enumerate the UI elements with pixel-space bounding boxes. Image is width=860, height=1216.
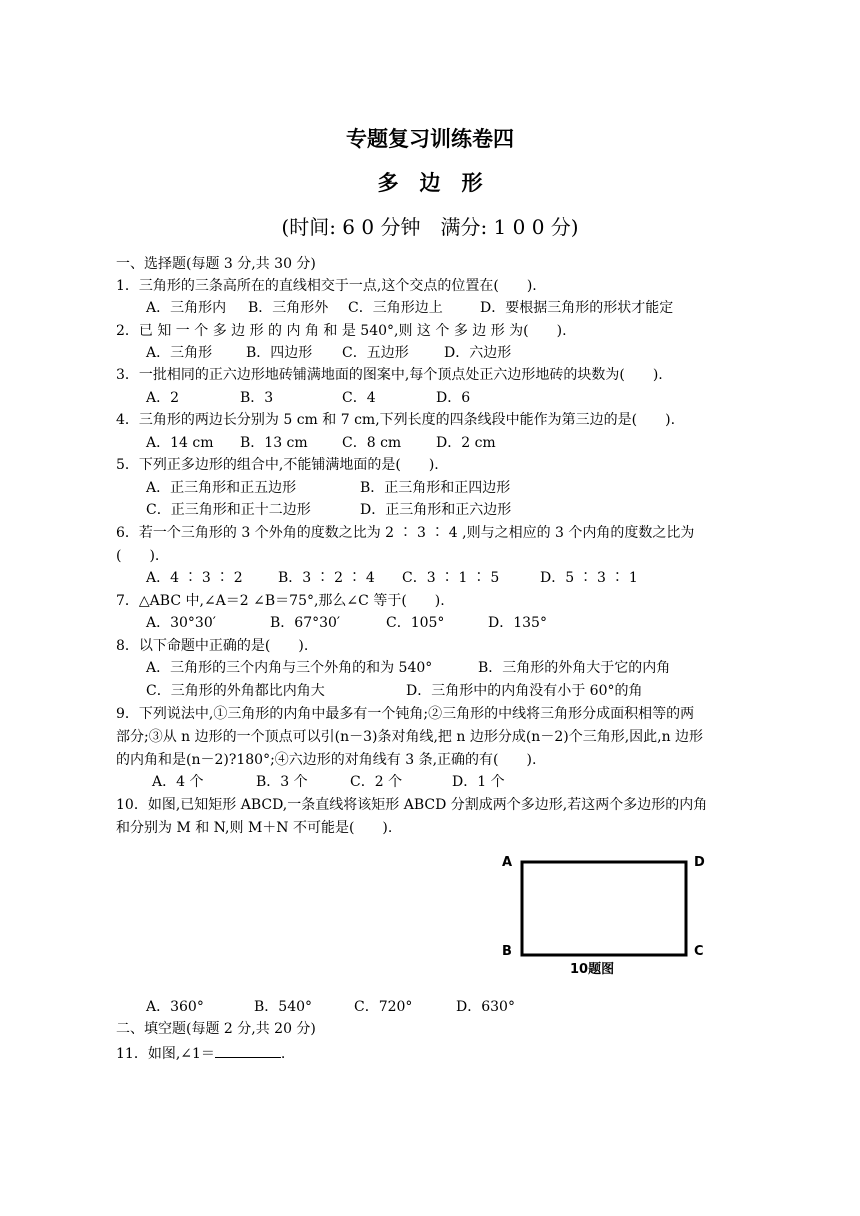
question-3-option-b: B．3 [240, 390, 274, 406]
question-5-stem: 5．下列正多边形的组合中,不能铺满地面的是( ). [116, 457, 439, 473]
question-3-option-c: C．4 [342, 390, 376, 406]
question-5-option-d: D．正三角形和正六边形 [360, 502, 512, 518]
question-10-line2: 和分别为 M 和 N,则 M＋N 不可能是( ). [116, 820, 393, 836]
question-8-stem: 8．以下命题中正确的是( ). [116, 638, 309, 654]
question-7-option-c: C．105° [386, 615, 445, 631]
question-4-stem: 4．三角形的两边长分别为 5 cm 和 7 cm,下列长度的四条线段中能作为第三边的是( ). [116, 412, 676, 428]
question-6-stem-line1: 6．若一个三角形的 3 个外角的度数之比为 2 ∶ 3 ∶ 4 ,则与之相应的 3 个内角的度数之比为 [116, 525, 695, 541]
question-10-line1: 10．如图,已知矩形 ABCD,一条直线将该矩形 ABCD 分割成两个多边形,若这两个多边形的内角 [116, 797, 708, 813]
section-heading-fill: 二、填空题(每题 2 分,共 20 分) [116, 1021, 316, 1037]
question-11-end: . [280, 1046, 286, 1062]
vertex-label-c: C [694, 944, 704, 959]
question-8-option-a: A．三角形的三个内角与三个外角的和为 540° [146, 660, 433, 676]
question-2-option-a: A．三角形 [146, 345, 213, 361]
question-2-option-c: C．五边形 [342, 345, 409, 361]
question-6-option-b: B．3 ∶ 2 ∶ 4 [278, 570, 375, 586]
question-7-option-b: B．67°30′ [270, 615, 341, 631]
question-5-option-c: C．正三角形和正十二边形 [146, 502, 311, 518]
question-4-option-a: A．14 cm [146, 435, 214, 451]
time-info: (时间: 6 0 分钟 满分: 1 0 0 分) [281, 215, 579, 239]
question-10-option-d: D．630° [456, 999, 515, 1015]
question-9-line3: 的内角和是(n－2)?180°;④六边形的对角线有 3 条,正确的有( ). [116, 752, 537, 768]
question-1-option-a: A．三角形内 [146, 300, 227, 316]
question-9-line1: 9．下列说法中,①三角形的内角中最多有一个钝角;②三角形的中线将三角形分成面积相等的两 [116, 706, 695, 722]
question-4-option-b: B．13 cm [240, 435, 308, 451]
rectangle-abcd [522, 862, 686, 955]
question-5-option-b: B．正三角形和正四边形 [360, 480, 511, 496]
question-9-option-a: A．4 个 [152, 774, 204, 790]
question-1-stem: 1．三角形的三条高所在的直线相交于一点,这个交点的位置在( ). [116, 278, 537, 294]
question-3-option-a: A．2 [146, 390, 180, 406]
question-6-option-a: A．4 ∶ 3 ∶ 2 [146, 570, 243, 586]
question-6-option-c: C．3 ∶ 1 ∶ 5 [402, 570, 500, 586]
question-7-stem: 7．△ABC 中,∠A＝2 ∠B＝75°,那么∠C 等于( ). [116, 593, 445, 609]
question-6-option-d: D．5 ∶ 3 ∶ 1 [540, 570, 638, 586]
question-4-option-c: C．8 cm [342, 435, 402, 451]
question-2-option-b: B．四边形 [246, 345, 313, 361]
question-2-stem: 2．已 知 一 个 多 边 形 的 内 角 和 是 540°,则 这 个 多 边 形 为( ). [116, 323, 567, 339]
answer-blank [215, 1043, 281, 1058]
question-11-stem: 11．如图,∠1＝ [116, 1046, 215, 1062]
page-title: 专题复习训练卷四 [346, 126, 514, 151]
question-10-option-a: A．360° [146, 999, 204, 1015]
figure-caption: 10题图 [570, 962, 615, 977]
question-9-option-c: C．2 个 [350, 774, 403, 790]
question-8-option-c: C．三角形的外角都比内角大 [146, 683, 325, 699]
question-11 [116, 1043, 285, 1063]
question-1-option-c: C．三角形边上 [348, 300, 443, 316]
question-1-option-d: D．要根据三角形的形状才能定 [480, 300, 674, 316]
question-7-option-a: A．30°30′ [146, 615, 216, 631]
question-10-option-c: C．720° [354, 999, 413, 1015]
vertex-label-d: D [694, 855, 705, 870]
vertex-label-b: B [502, 944, 512, 959]
question-5-option-a: A．正三角形和正五边形 [146, 480, 297, 496]
question-3-stem: 3．一批相同的正六边形地砖铺满地面的图案中,每个顶点处正六边形地砖的块数为( ). [116, 367, 663, 383]
question-4-option-d: D．2 cm [436, 435, 496, 451]
question-3-option-d: D．6 [436, 390, 471, 406]
question-8-option-b: B．三角形的外角大于它的内角 [478, 660, 671, 676]
question-9-option-d: D．1 个 [452, 774, 505, 790]
question-9-option-b: B．3 个 [256, 774, 308, 790]
question-8-option-d: D．三角形中的内角没有小于 60°的角 [406, 683, 643, 699]
rectangle-figure [496, 852, 716, 982]
question-2-option-d: D．六边形 [444, 345, 512, 361]
page-subtitle: 多 边 形 [377, 170, 483, 195]
section-heading-choice: 一、选择题(每题 3 分,共 30 分) [116, 256, 316, 272]
vertex-label-a: A [502, 855, 513, 870]
question-9-line2: 部分;③从 n 边形的一个顶点可以引(n－3)条对角线,把 n 边形分成(n－2)个三角形,因此,n 边形 [116, 729, 704, 745]
question-6-stem-line2: ( ). [116, 548, 160, 564]
question-7-option-d: D．135° [488, 615, 547, 631]
question-1-option-b: B．三角形外 [248, 300, 329, 316]
question-10-option-b: B．540° [254, 999, 313, 1015]
